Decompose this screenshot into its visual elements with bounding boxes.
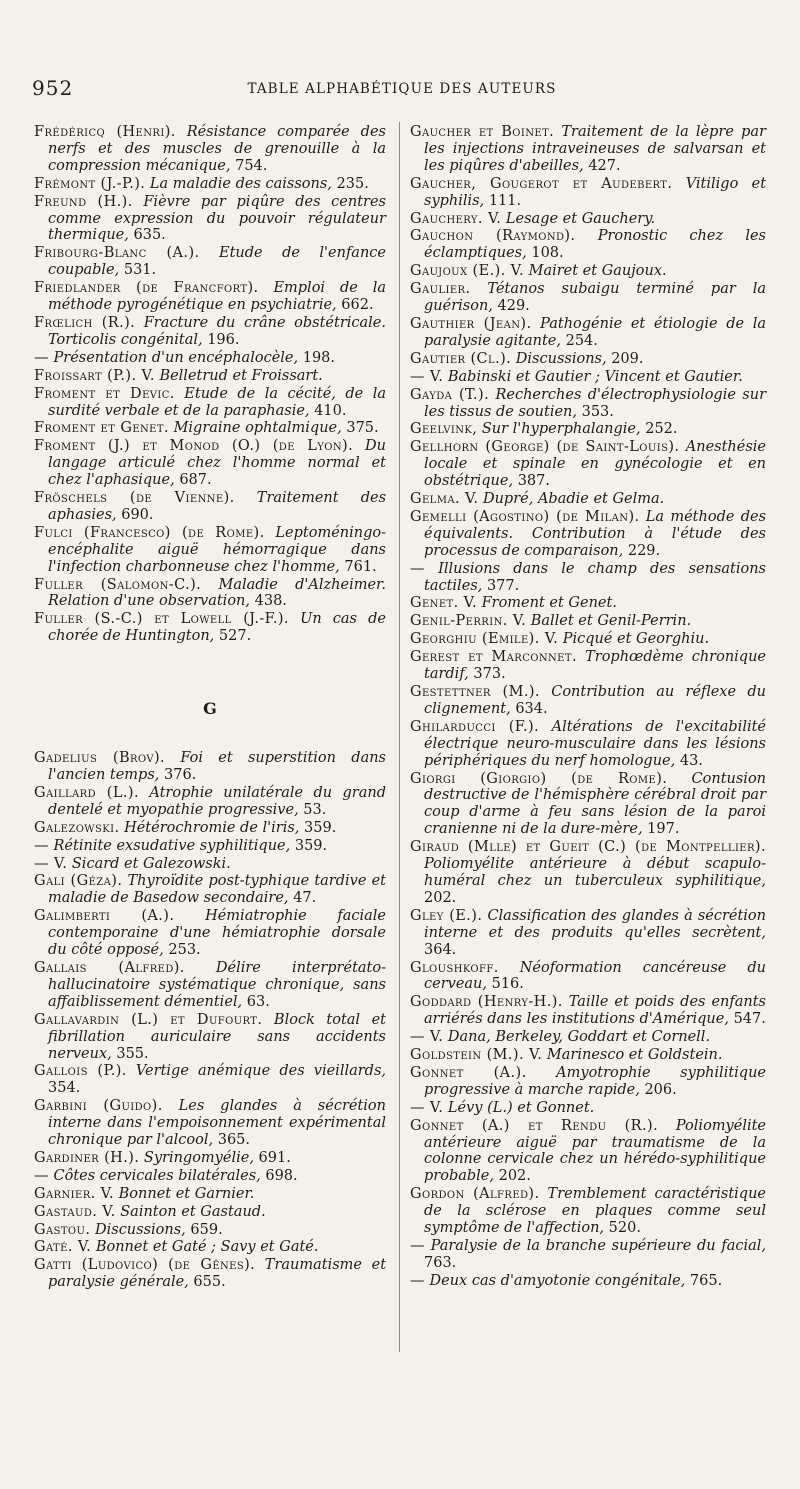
entry-work: Migraine ophtalmique, (173, 420, 342, 437)
entry-author: Gonnet (A.). (410, 1064, 527, 1081)
entry-page-ref: 690. (121, 506, 154, 523)
index-entry (410, 771, 766, 839)
index-entry (410, 1029, 766, 1046)
entry-author: Fulci (Francesco) (de Rome). (34, 524, 265, 541)
entry-page-ref: 659. (190, 1221, 223, 1238)
entry-page-ref: 359. (294, 837, 328, 854)
index-entry (34, 750, 386, 784)
entry-page-ref: 197. (647, 821, 680, 838)
entry-author: Froissart (P.). V. (34, 367, 155, 384)
entry-work: Block total et fibrillation auriculaire sans accidents nerveux, (48, 1011, 386, 1062)
index-entry (410, 228, 766, 262)
entry-author: Froment et Genet. (34, 420, 169, 437)
index-entry (34, 490, 386, 524)
entry-author: — V. (410, 368, 444, 385)
entry-author: Genet. V. (410, 595, 477, 612)
index-entry (410, 908, 766, 959)
entry-work: Amyotrophie syphilitique progressive à marche rapide, (424, 1064, 766, 1098)
entry-work: Atrophie unilatérale du grand dentelé et myopathie progressive, (48, 784, 386, 818)
index-entry (410, 613, 766, 630)
right-column (410, 124, 766, 1291)
index-entry (410, 1065, 766, 1099)
entry-work: Traitement des aphasies, (48, 490, 387, 523)
index-entry (410, 1118, 766, 1186)
entry-author: Frédéricq (Henri). (34, 124, 176, 140)
entry-work: La méthode des équivalents. Contribution à l'étude des processus de comparaison, (424, 508, 767, 559)
entry-author: Gaucher et Boinet. (410, 124, 555, 140)
entry-page-ref: 229. (627, 542, 661, 559)
index-entry (410, 839, 766, 907)
entry-work: Bonnet et Garnier. (118, 1185, 255, 1202)
entry-page-ref: 111. (488, 192, 522, 209)
index-entry (410, 631, 766, 648)
index-entry (410, 316, 766, 350)
entry-work: Traitement de la lèpre par les injections intraveineuses de salvarsan et les piqûres d'abeilles, (424, 124, 767, 174)
entry-author: Gallois (P.). (34, 1063, 127, 1080)
entry-author: Gastaud. V. (34, 1203, 116, 1220)
entry-work: Froment et Genet. (481, 595, 617, 612)
entry-page-ref: 108. (531, 245, 564, 262)
entry-page-ref: 438. (254, 593, 287, 610)
entry-page-ref: 254. (565, 332, 598, 349)
index-entry (410, 124, 766, 175)
entry-work: Du langage articulé chez l'homme normal et chez l'aphasique, (48, 438, 386, 489)
entry-work: Syringomyélie, (143, 1149, 254, 1166)
entry-work: Anesthésie locale et spinale en gynécologie et en obstétrique, (424, 439, 767, 490)
entry-work: Traumatisme et paralysie générale, (48, 1257, 387, 1291)
index-entry (410, 561, 766, 595)
entry-page-ref: 373. (473, 666, 506, 683)
entry-page-ref: 202. (498, 1168, 531, 1185)
entry-page-ref: 355. (116, 1045, 149, 1062)
entry-work: Recherches d'électrophysiologie sur les tissus de soutien, (424, 386, 767, 420)
entry-work: Côtes cervicales bilatérales, (53, 1167, 261, 1184)
entry-work: Les glandes à sécrétion interne dans l'empoisonnement expérimental chronique par l'alcool, (48, 1098, 386, 1149)
entry-author: Fuller (Salomon-C.). (34, 576, 202, 593)
entry-author: Frœlich (R.). (34, 314, 136, 331)
entry-page-ref: 531. (123, 262, 157, 279)
entry-page-ref: 43. (679, 752, 703, 769)
entry-author: Geelvink, (410, 421, 478, 438)
entry-page-ref: 53. (303, 801, 327, 818)
index-entry (34, 176, 386, 193)
entry-author: Gley (E.). (410, 907, 483, 924)
entry-page-ref: 376. (164, 767, 197, 783)
entry-author: Fribourg-Blanc (A.). (34, 245, 200, 262)
index-entry (410, 960, 766, 994)
entry-author: Garnier. V. (34, 1185, 115, 1202)
entry-work: Bonnet et Gaté ; Savy et Gaté. (95, 1239, 319, 1256)
entry-author: Galimberti (A.). (34, 908, 175, 925)
entry-work: Contribution au réflexe du clignement, (424, 684, 766, 717)
entry-work: Vitiligo et syphilis, (424, 175, 767, 209)
index-entry (410, 509, 766, 560)
index-entry (34, 1063, 386, 1097)
index-entry (410, 1047, 766, 1064)
entry-author: Gaillard (L.). (34, 784, 139, 801)
entry-author: — (34, 837, 49, 854)
entry-author: Giorgi (Giorgio) (de Rome). (410, 770, 668, 787)
entry-work: Rétinite exsudative syphilitique, (53, 837, 291, 854)
entry-author: Gauchery. V. (410, 210, 502, 227)
entry-work: Maladie d'Alzheimer. Relation d'une observation, (48, 576, 386, 610)
entry-page-ref: 691. (258, 1149, 291, 1166)
index-entry (34, 280, 386, 314)
index-entry (410, 263, 766, 280)
entry-work: Hétérochromie de l'iris, (124, 819, 300, 836)
entry-author: Ghilarducci (F.). (410, 718, 540, 735)
entry-work: Discussions, (94, 1221, 186, 1238)
entry-page-ref: 527. (218, 628, 252, 645)
entry-work: Dana, Berkeley, Goddart et Cornell. (447, 1029, 711, 1046)
page-header (32, 76, 772, 102)
entry-page-ref: 410. (314, 402, 347, 419)
index-entry (34, 611, 386, 645)
entry-work: Thyroïdite post-typhique tardive et maladie de Basedow secondaire, (48, 873, 387, 907)
left-column (34, 124, 386, 1292)
index-entry (34, 1204, 386, 1221)
entry-work: Altérations de l'excitabilité électrique neuro-musculaire dans les lésions périphériques du nerf homologue, (424, 718, 766, 769)
entry-author: Gadelius (Brov). (34, 750, 166, 767)
entry-page-ref: 377. (486, 577, 520, 594)
entry-author: Frémont (J.-P.). (34, 175, 146, 192)
index-entry (410, 649, 766, 683)
entry-work: Classification des glandes à sécrétion interne et des produits qu'elles secrètent, (424, 907, 767, 941)
entry-page-ref: 655. (193, 1274, 226, 1291)
index-entry (34, 124, 386, 175)
index-entry (34, 873, 386, 907)
entry-author: — V. (410, 1099, 444, 1116)
entry-work: Lesage et Gauchery. (505, 210, 656, 227)
entry-author: Gemelli (Agostino) (de Milan). (410, 508, 640, 525)
entry-page-ref: 375. (346, 420, 379, 437)
entry-author: Gaté. V. (34, 1239, 92, 1256)
entry-work: Délire interprétato-hallucinatoire systématique chronique, sans affaiblissement démentiel, (48, 959, 386, 1010)
entry-work: Fracture du crâne obstétricale. Torticolis congénital, (48, 314, 386, 348)
entry-page-ref: 198. (302, 349, 336, 366)
entry-page-ref: 427. (588, 157, 621, 174)
entry-work: Tremblement caractéristique de la sclérose en plaques comme seul symptôme de l'affection, (424, 1186, 767, 1237)
entry-page-ref: 202. (424, 889, 457, 906)
entry-page-ref: 754. (235, 157, 268, 174)
entry-work: Trophœdème chronique tardif, (424, 649, 766, 683)
index-entry (410, 439, 766, 490)
entry-author: Gonnet (A.) et Rendu (R.). (410, 1117, 659, 1134)
entry-work: Leptoméningo-encéphalite aiguë hémorragique dans l'infection charbonneuse chez l'homme, (48, 524, 387, 575)
entry-author: — (410, 560, 425, 577)
page-number: 952 (32, 76, 74, 100)
index-entry (34, 1098, 386, 1149)
entry-author: — V. (410, 1029, 444, 1046)
entry-author: Gauthier (Jean). (410, 315, 532, 332)
index-entry (410, 281, 766, 315)
entry-work: Marinesco et Goldstein. (546, 1047, 723, 1064)
entry-work: Un cas de chorée de Huntington, (48, 611, 386, 645)
entry-work: Deux cas d'amyotonie congénitale, (429, 1272, 686, 1289)
entry-work: Pronostic chez les éclamptiques, (424, 228, 766, 262)
entry-work: Tétanos subaigu terminé par la guérison, (424, 281, 767, 315)
entry-author: Goddard (Henry-H.). (410, 994, 563, 1011)
entry-work: Etude de la cécité, de la surdité verbale et de la paraphasie, (48, 385, 386, 419)
entry-work: Paralysie de la branche supérieure du facial, (430, 1238, 767, 1254)
index-entry (34, 1239, 386, 1256)
index-entry (34, 1150, 386, 1167)
entry-work: Résistance comparée des nerfs et des muscles de grenouille à la compression mécanique, (48, 124, 386, 174)
index-entry (34, 194, 386, 245)
index-entry (34, 1012, 386, 1063)
index-entry (410, 595, 766, 612)
entry-page-ref: 687. (179, 472, 212, 489)
entry-page-ref: 662. (341, 297, 374, 314)
entry-author: — (410, 1238, 425, 1254)
index-entry (34, 856, 386, 873)
entry-author: Gayda (T.). (410, 386, 490, 403)
entry-work: La maladie des caissons, (149, 175, 332, 192)
entry-work: Poliomyélite antérieure aiguë par traumatisme de la colonne cervicale chez un hérédo-syphilitique probable, (424, 1117, 766, 1185)
index-entry (410, 1100, 766, 1117)
entry-work: Ballet et Genil-Perrin. (530, 613, 692, 630)
index-entry (410, 684, 766, 718)
entry-work: Mairet et Gaujoux. (528, 263, 667, 280)
entry-page-ref: 364. (424, 941, 457, 958)
section-letter: G (203, 699, 217, 719)
index-entry (34, 315, 386, 349)
entry-author: — V. (34, 855, 68, 872)
entry-author: Friedlander (de Francfort). (34, 280, 259, 297)
entry-page-ref: 761. (344, 558, 377, 575)
entry-author: Gastou. (34, 1221, 91, 1238)
index-entry (410, 1238, 766, 1272)
entry-work: Pathogénie et étiologie de la paralysie agitante, (424, 315, 766, 349)
entry-author: Gautier (Cl.). (410, 350, 512, 367)
entry-author: Goldstein (M.). V. (410, 1047, 543, 1064)
entry-work: Picqué et Georghiu. (562, 631, 710, 648)
entry-page-ref: 634. (515, 700, 548, 717)
entry-work: Dupré, Abadie et Gelma. (482, 491, 665, 508)
index-entry (34, 386, 386, 420)
index-entry (34, 1168, 386, 1185)
index-entry (34, 420, 386, 437)
entry-work: Contusion destructive de l'hémisphère cérébral droit par coup d'arme à feu sans lésion de la paroi cranienne ni de la dure-mère, (424, 770, 767, 838)
entry-page-ref: 365. (217, 1132, 251, 1149)
entry-author: Giraud (Mlle) et Gueit (C.) (de Montpellier). (410, 839, 766, 856)
entry-work: Babinski et Gautier ; Vincent et Gautier. (447, 368, 743, 385)
entry-page-ref: 253. (168, 942, 201, 959)
index-entry (410, 421, 766, 438)
entry-author: Gloushkoff. (410, 959, 499, 976)
entry-author: Gaulier. (410, 281, 471, 298)
index-entry (34, 820, 386, 837)
entry-work: Présentation d'un encéphalocèle, (53, 349, 299, 366)
index-entry (34, 785, 386, 819)
entry-work: Discussions, (515, 350, 607, 367)
entry-work: Poliomyélite antérieure à début scapulo-huméral chez un tuberculeux syphilitique, (424, 856, 766, 889)
entry-page-ref: 359. (304, 819, 337, 836)
entry-author: Froment et Devic. (34, 385, 175, 402)
index-entry (34, 245, 386, 279)
entry-author: Fuller (S.-C.) et Lowell (J.-F.). (34, 611, 289, 628)
entry-author: Gardiner (H.). (34, 1149, 140, 1166)
entry-author: Gerest et Marconnet. (410, 649, 577, 666)
entry-page-ref: 429. (497, 298, 530, 315)
index-entry (34, 438, 386, 489)
entry-page-ref: 235. (336, 175, 369, 192)
index-entry (410, 1186, 766, 1237)
entry-page-ref: 252. (645, 421, 678, 438)
entry-work: Hémiatrophie faciale contemporaine d'une hémiatrophie dorsale du côté opposé, (48, 908, 386, 959)
entry-work: Belletrud et Froissart. (159, 367, 323, 384)
index-entry (34, 525, 386, 576)
entry-work: Taille et poids des enfants arriérés dans les institutions d'Amérique, (424, 994, 766, 1028)
entry-page-ref: 635. (133, 227, 166, 244)
entry-page-ref: 387. (517, 473, 550, 490)
index-entry (410, 1273, 766, 1290)
entry-page-ref: 354. (48, 1080, 81, 1097)
entry-work: Sicard et Galezowski. (71, 855, 231, 872)
entry-page-ref: 47. (293, 890, 317, 907)
index-entry (34, 577, 386, 611)
entry-page-ref: 63. (246, 993, 270, 1010)
entry-author: — (410, 1272, 425, 1289)
index-entry (34, 1186, 386, 1203)
entry-author: Gordon (Alfred). (410, 1186, 540, 1203)
index-entry (34, 1257, 386, 1291)
entry-work: Foi et superstition dans l'ancien temps, (48, 750, 386, 783)
entry-page-ref: 547. (733, 1011, 766, 1028)
entry-page-ref: 209. (611, 350, 644, 367)
entry-author: Gauchon (Raymond). (410, 228, 576, 245)
index-entry (34, 1222, 386, 1239)
index-entry (34, 960, 386, 1011)
entry-work: Sur l'hyperphalangie, (481, 421, 641, 438)
entry-author: Freund (H.). (34, 193, 133, 210)
entry-work: Illusions dans le champ des sensations tactiles, (424, 560, 767, 594)
entry-author: Gallavardin (L.) et Dufourt. (34, 1011, 263, 1028)
index-entry (34, 368, 386, 385)
entry-work: Lévy (L.) et Gonnet. (447, 1099, 595, 1116)
entry-author: Gelma. V. (410, 491, 479, 508)
entry-work: Vertige anémique des vieillards, (135, 1063, 387, 1080)
entry-author: Genil-Perrin. V. (410, 613, 527, 630)
index-entry (410, 719, 766, 770)
entry-author: Gellhorn (George) (de Saint-Louis). (410, 439, 680, 456)
entry-work: Emploi de la méthode pyrogénétique en psychiatrie, (48, 280, 387, 314)
entry-author: — (34, 1167, 49, 1184)
entry-work: Fièvre par piqûre des centres comme expression du pouvoir régulateur thermique, (48, 193, 386, 244)
entry-author: Georghiu (Emile). V. (410, 631, 559, 648)
index-entry (410, 369, 766, 386)
entry-author: Gallais (Alfred). (34, 959, 185, 976)
entry-author: Galezowski. (34, 819, 120, 836)
index-entry (34, 350, 386, 367)
entry-page-ref: 520. (608, 1220, 641, 1237)
index-entry (34, 838, 386, 855)
index-entry (410, 994, 766, 1028)
entry-author: Gaucher, Gougerot et Audebert. (410, 175, 673, 192)
entry-author: Fröschels (de Vienne). (34, 490, 235, 507)
entry-work: Etude de l'enfance coupable, (48, 245, 386, 279)
entry-author: Garbini (Guido). (34, 1098, 163, 1115)
entry-author: — (34, 349, 49, 366)
index-entry (410, 491, 766, 508)
index-entry (410, 351, 766, 368)
entry-page-ref: 206. (644, 1081, 677, 1098)
entry-author: Froment (J.) et Monod (O.) (de Lyon). (34, 438, 354, 455)
entry-author: Gestettner (M.). (410, 684, 540, 700)
entry-page-ref: 698. (265, 1167, 298, 1184)
entry-work: Néoformation cancéreuse du cerveau, (424, 959, 766, 993)
entry-page-ref: 353. (581, 403, 614, 420)
index-entry (34, 908, 386, 959)
entry-page-ref: 765. (689, 1272, 723, 1289)
index-entry (410, 211, 766, 228)
entry-page-ref: 763. (424, 1254, 457, 1271)
entry-page-ref: 516. (491, 976, 524, 993)
running-title: TABLE ALPHABÉTIQUE DES AUTEURS (247, 81, 557, 97)
column-divider (399, 122, 400, 1352)
index-entry (410, 387, 766, 421)
entry-author: Gali (Géza). (34, 873, 123, 890)
entry-work: Sainton et Gastaud. (120, 1203, 266, 1220)
entry-page-ref: 196. (207, 331, 240, 348)
entry-author: Gaujoux (E.). V. (410, 263, 524, 280)
index-entry (410, 176, 766, 210)
entry-author: Gatti (Ludovico) (de Gênes). (34, 1257, 256, 1274)
